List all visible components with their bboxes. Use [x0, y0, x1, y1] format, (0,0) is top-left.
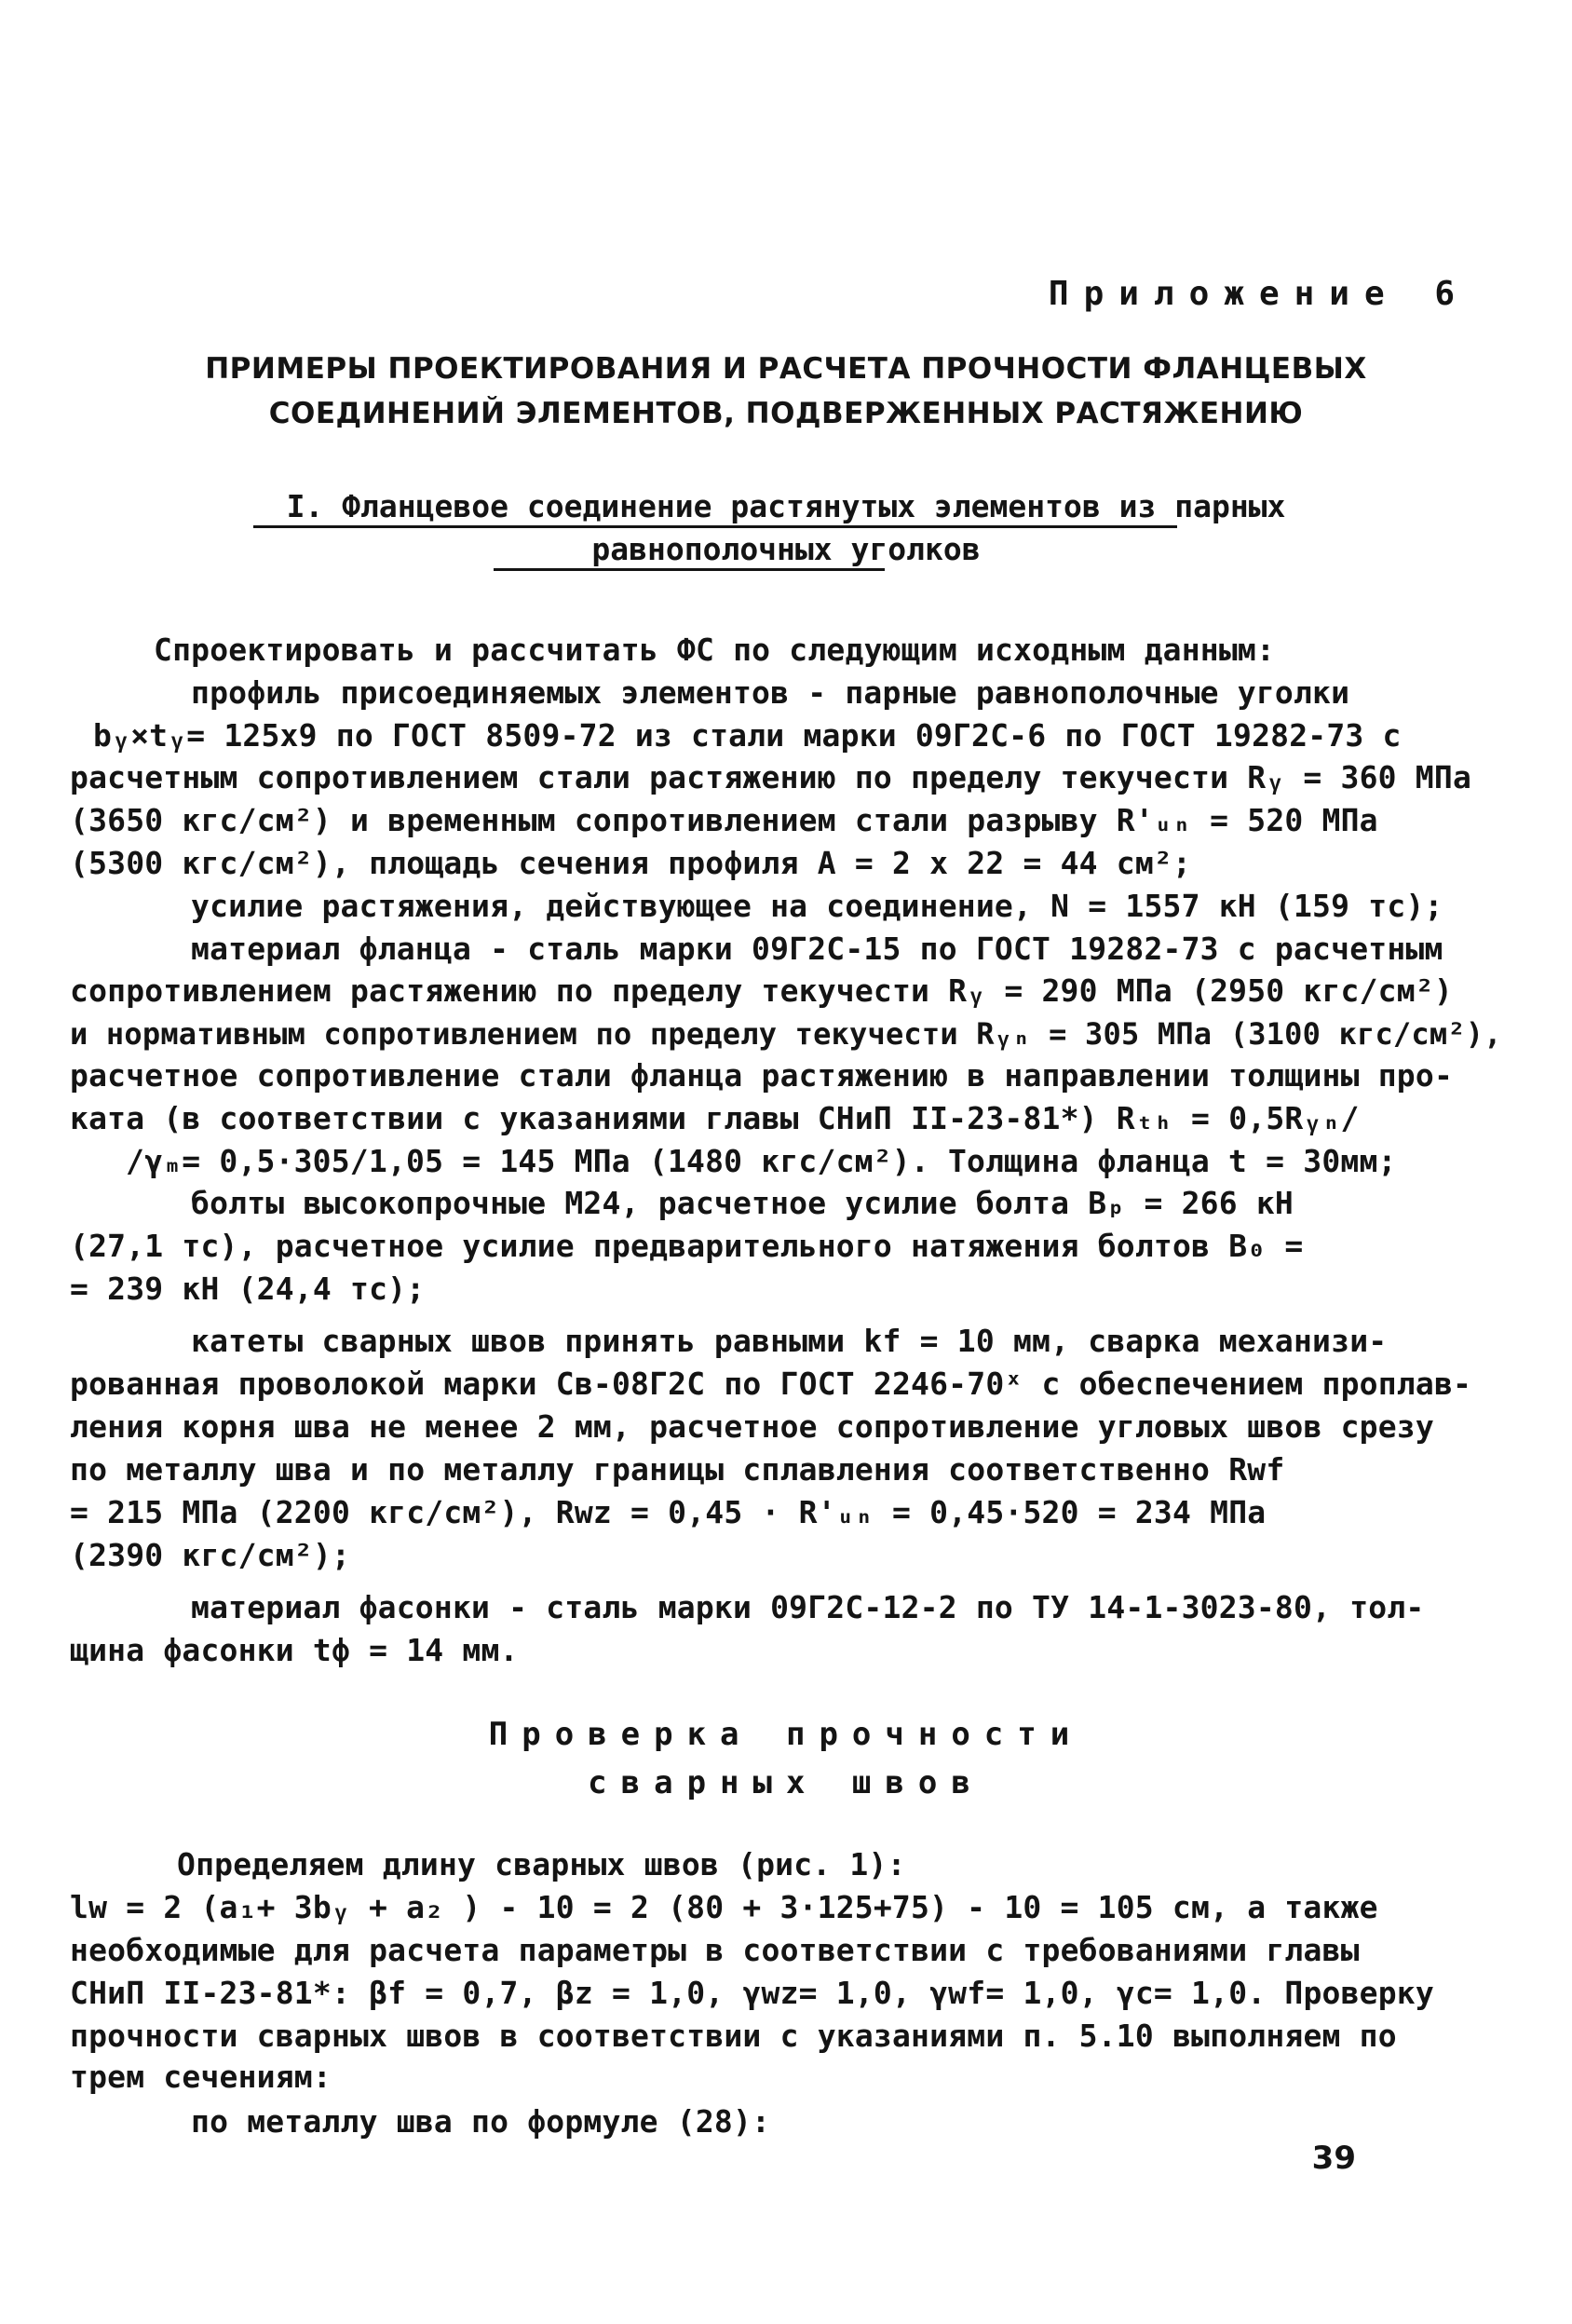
paragraph-line: материал фасонки - сталь марки 09Г2С-12-2 по ТУ 14-1-3023-80, тол- — [191, 1589, 1425, 1625]
paragraph-line: усилие растяжения, действующее на соединение, N = 1557 кН (159 тс); — [191, 888, 1443, 924]
paragraph-line: щина фасонки tф = 14 мм. — [70, 1632, 519, 1668]
paragraph-line: по металлу шва по формуле (28): — [191, 2103, 771, 2140]
paragraph-line: расчетное сопротивление стали фланца растяжению в направлении толщины про- — [70, 1057, 1454, 1094]
section-title-underline-2 — [494, 568, 885, 571]
paragraph-line: (27,1 тс), расчетное усилие предварительного натяжения болтов B₀ = — [70, 1228, 1304, 1264]
section-title-line-1: I. Фланцевое соединение растянутых элементов из парных — [286, 488, 1286, 524]
section-title-underline-1 — [253, 525, 1177, 528]
paragraph-line: расчетным сопротивлением стали растяжению по пределу текучести Rᵧ = 360 МПа — [70, 759, 1472, 795]
section-title-line-2: равнополочных уголков — [591, 531, 981, 567]
paragraph-line: ката (в соответствии с указаниями главы СНиП II-23-81*) Rₜₕ = 0,5Rᵧₙ/ — [70, 1100, 1360, 1136]
document-title-line-1: ПРИМЕРЫ ПРОЕКТИРОВАНИЯ И РАСЧЕТА ПРОЧНОСТИ ФЛАНЦЕВЫХ — [205, 352, 1367, 386]
paragraph-line: по металлу шва и по металлу границы сплавления соответственно Rwf — [70, 1451, 1285, 1488]
check-title-line-1: Проверка прочности — [488, 1716, 1084, 1753]
paragraph-line: рованная проволокой марки Св-08Г2С по ГОСТ 2246-70ˣ с обеспечением проплав- — [70, 1366, 1472, 1402]
paragraph-line: профиль присоединяемых элементов - парные равнополочные уголки — [191, 674, 1350, 711]
document-title-line-2: СОЕДИНЕНИЙ ЭЛЕМЕНТОВ, ПОДВЕРЖЕННЫХ РАСТЯЖЕНИЮ — [268, 397, 1304, 430]
paragraph-line: сопротивлением растяжению по пределу текучести Rᵧ = 290 МПа (2950 кгс/см²) — [70, 972, 1453, 1009]
paragraph-line: Спроектировать и рассчитать ФС по следующим исходным данным: — [154, 632, 1276, 668]
paragraph-line: материал фланца - сталь марки 09Г2С-15 по ГОСТ 19282-73 с расчетным — [191, 931, 1443, 967]
paragraph-line: bᵧ×tᵧ= 125х9 по ГОСТ 8509-72 из стали марки 09Г2С-6 по ГОСТ 19282-73 с — [93, 717, 1402, 754]
check-title-line-2: сварных швов — [588, 1764, 984, 1801]
paragraph-line: = 215 МПа (2200 кгс/см²), Rwz = 0,45 · R'ᵤₙ = 0,45·520 = 234 МПа — [70, 1494, 1267, 1530]
paragraph-line: (5300 кгс/см²), площадь сечения профиля A = 2 x 22 = 44 см²; — [70, 845, 1192, 881]
paragraph-line: необходимые для расчета параметры в соответствии с требованиями главы — [70, 1932, 1360, 1968]
paragraph-line: катеты сварных швов принять равными kf = 10 мм, сварка механизи- — [191, 1323, 1388, 1359]
paragraph-line: ления корня шва не менее 2 мм, расчетное сопротивление угловых швов срезу — [70, 1408, 1434, 1445]
paragraph-line: (3650 кгс/см²) и временным сопротивлением стали разрыву R'ᵤₙ = 520 МПа — [70, 802, 1378, 838]
paragraph-line: lw = 2 (a₁+ 3bᵧ + a₂ ) - 10 = 2 (80 + 3·125+75) - 10 = 105 см, а также — [70, 1889, 1378, 1925]
paragraph-line: = 239 кН (24,4 тс); — [70, 1271, 426, 1307]
page-number: 39 — [1311, 2140, 1356, 2177]
paragraph-line: и нормативным сопротивлением по пределу текучести Rᵧₙ = 305 МПа (3100 кгс/см²), — [70, 1016, 1502, 1052]
paragraph-line: Определяем длину сварных швов (рис. 1): — [177, 1846, 906, 1882]
appendix-label: Приложение 6 — [1048, 275, 1470, 313]
paragraph-line: /γₘ= 0,5·305/1,05 = 145 МПа (1480 кгс/см²). Толщина фланца t = 30мм; — [126, 1143, 1397, 1179]
paragraph-line: прочности сварных швов в соответствии с указаниями п. 5.10 выполняем по — [70, 2018, 1397, 2054]
paragraph-line: болты высокопрочные М24, расчетное усилие болта Bₚ = 266 кН — [191, 1185, 1294, 1221]
paragraph-line: (2390 кгс/см²); — [70, 1537, 351, 1573]
paragraph-line: СНиП II-23-81*: βf = 0,7, βz = 1,0, γwz= 1,0, γwf= 1,0, γc= 1,0. Проверку — [70, 1975, 1434, 2011]
paragraph-line: трем сечениям: — [70, 2059, 332, 2095]
